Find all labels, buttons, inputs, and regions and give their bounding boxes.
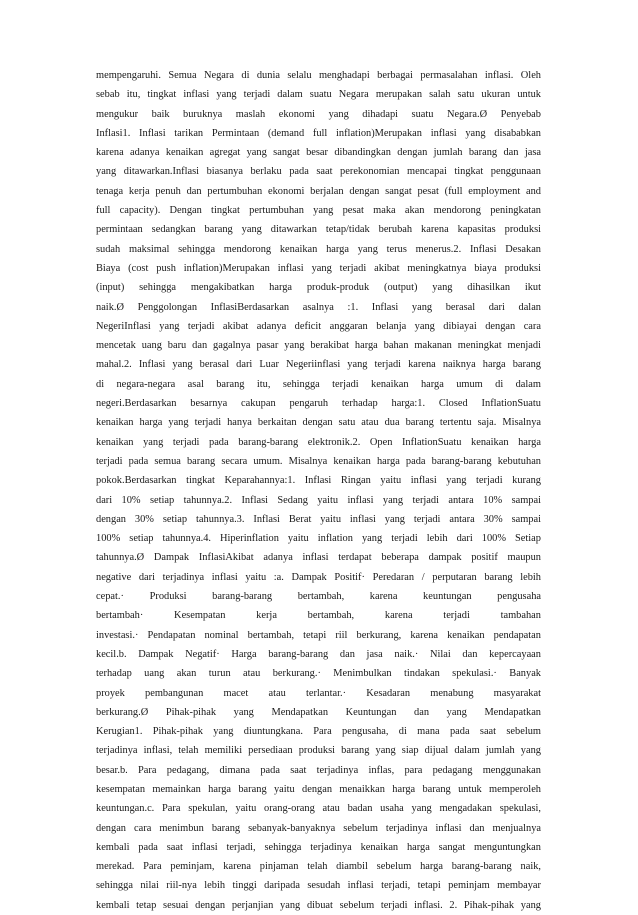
text-line: merekad. Para peminjam, karena pinjaman telah diambil sebelum harga barang-barang naik,	[96, 861, 541, 873]
text-line: investasi.· Pendapatan nominal bertambah, tetapi riil berkurang, karena kenaikan pendapatan	[96, 629, 541, 641]
text-line: keuntungan.c. Para spekulan, yaitu orang-orang atau badan usaha yang mengadakan spekulasi,	[96, 803, 541, 815]
text-line: (input) sehingga mengakibatkan harga produk-produk (output) yang dihasilkan ikut	[96, 282, 541, 294]
text-line: karena adanya kenaikan agregat yang sangat besar dibandingkan dengan jumlah barang dan jasa	[96, 147, 541, 159]
text-line: kesempatan memainkan harga barang yaitu dengan menaikkan harga barang untuk memperoleh	[96, 783, 541, 795]
text-line: 100% setiap tahunnya.4. Hiperinflation yaitu inflation yang terjadi lebih dari 100% Setiap	[96, 533, 541, 545]
text-line: sudah maksimal sehingga mendorong kenaikan harga yang terus menerus.2. Inflasi Desakan	[96, 243, 541, 255]
text-line: di negara-negara asal barang itu, sehingga terjadi kenaikan harga umum di dalam	[96, 378, 541, 390]
text-line: naik.Ø Penggolongan InflasiBerdasarkan asalnya :1. Inflasi yang berasal dari dalan	[96, 301, 541, 313]
text-line: terjadinya inflasi, telah memiliki persediaan produksi barang yang siap dijual dalam jumlah yang	[96, 745, 541, 757]
text-line: besar.b. Para pedagang, dimana pada saat terjadinya inflas, para pedagang menggunakan	[96, 764, 541, 776]
text-line: negative dari terjadinya inflasi yaitu :a. Dampak Positif· Peredaran / perputaran barang lebih	[96, 571, 541, 583]
text-line: pokok.Berdasarkan tingkat Keparahannya:1. Inflasi Ringan yaitu inflasi yang terjadi kurang	[96, 475, 541, 487]
text-line: proyek pembangunan macet atau terlantar.· Kesadaran menabung masyarakat	[96, 687, 541, 699]
text-line: sehingga nilai riil-nya lebih tinggi daripada sesudah inflasi terjadi, tetapi peminjam membayar	[96, 880, 541, 892]
text-line: dengan cara menimbun barang sebanyak-banyaknya sebelum terjadinya inflasi dan menjualnya	[96, 822, 541, 834]
text-line: kembali pada saat inflasi terjadi, sehingga terjadinya kenaikan harga sangat menguntungkan	[96, 841, 541, 853]
text-line: mengukur baik buruknya maslah ekonomi yang dihadapi suatu Negara.Ø Penyebab	[96, 108, 541, 120]
text-line: permintaan sedangkan barang yang ditawarkan tetap/tidak berubah karena kapasitas produksi	[96, 224, 541, 236]
text-line: berkurang.Ø Pihak-pihak yang Mendapatkan Keuntungan dan yang Mendapatkan	[96, 706, 541, 718]
body-paragraph	[96, 66, 541, 915]
text-line: dengan 30% setiap tahunnya.3. Inflasi Berat yaitu inflasi yang terjadi antara 30% sampai	[96, 513, 541, 525]
text-line: kembali tetap sesuai dengan perjanjian yang dibuat sebelum terjadi inflasi. 2. Pihak-pihak yang	[96, 899, 541, 911]
text-line: kenaikan harga yang terjadi hanya berkaitan dengan satu atau dua barang tertentu saja. Misalnya	[96, 417, 541, 429]
text-line: kenaikan yang terjadi pada barang-barang elektronik.2. Open InflationSuatu kenaikan harga	[96, 436, 541, 448]
text-line: cepat.· Produksi barang-barang bertambah, karena keuntungan pengusaha	[96, 591, 541, 603]
text-line: Inflasi1. Inflasi tarikan Permintaan (demand full inflation)Merupakan inflasi yang disababkan	[96, 127, 541, 139]
text-line: mencetak uang baru dan gagalnya pasar yang berakibat harga bahan makanan meningkat menjadi	[96, 340, 541, 352]
text-line: full capacity). Dengan tingkat pertumbuhan yang pesat maka akan mendorong peningkatan	[96, 205, 541, 217]
text-line: terjadi pada semua barang secara umum. Misalnya kenaikan harga pada barang-barang kebutuhan	[96, 455, 541, 467]
text-line: dari 10% setiap tahunnya.2. Inflasi Sedang yaitu inflasi yang terjadi antara 10% sampai	[96, 494, 541, 506]
text-line: kecil.b. Dampak Negatif· Harga barang-barang dan jasa naik.· Nilai dan kepercayaan	[96, 648, 541, 660]
text-line: tahunnya.Ø Dampak InflasiAkibat adanya inflasi terdapat beberapa dampak positif maupun	[96, 552, 541, 564]
text-line: bertambah· Kesempatan kerja bertambah, karena terjadi tambahan	[96, 610, 541, 622]
text-line: Kerugian1. Pihak-pihak yang diuntungkana. Para pengusaha, di mana pada saat sebelum	[96, 726, 541, 738]
text-line: tenaga kerja penuh dan pertumbuhan ekonomi berjalan dengan sangat pesat (full employment and	[96, 185, 541, 197]
text-line: terhadap uang akan turun atau berkurang.· Menimbulkan tindakan spekulasi.· Banyak	[96, 668, 541, 680]
text-line: Biaya (cost push inflation)Merupakan inflasi yang terjadi akibat meningkatnya biaya produksi	[96, 262, 541, 274]
text-line: mahal.2. Inflasi yang berasal dari Luar Negeriinflasi yang terjadi karena naiknya harga barang	[96, 359, 541, 371]
text-line: sebab itu, tingkat inflasi yang terjadi dalam suatu Negara merupakan salah satu ukuran untuk	[96, 89, 541, 101]
text-line: NegeriInflasi yang terjadi akibat adanya deficit anggaran belanja yang dibiayai dengan cara	[96, 320, 541, 332]
text-line: mempengaruhi. Semua Negara di dunia selalu menghadapi berbagai permasalahan inflasi. Oleh	[96, 70, 541, 81]
text-line: yang ditawarkan.Inflasi biasanya berlaku pada saat perekonomian mencapai tingkat penggunaan	[96, 166, 541, 178]
text-line: negeri.Berdasarkan besarnya cakupan pengaruh terhadap harga:1. Closed InflationSuatu	[96, 398, 541, 410]
